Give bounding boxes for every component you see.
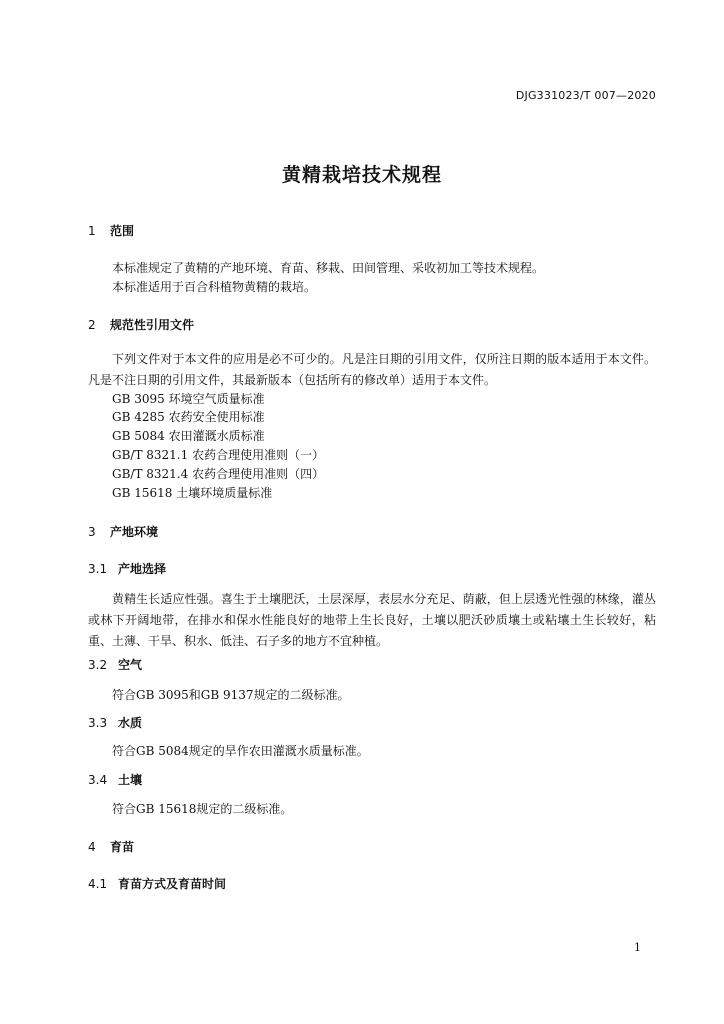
section-title: 规范性引用文件 <box>110 318 195 332</box>
reference-item: GB 15618 土壤环境质量标准 <box>112 486 273 500</box>
section-title: 土壤 <box>118 773 143 787</box>
section-number: 4 <box>88 840 96 854</box>
section-number: 2 <box>88 318 96 332</box>
section-title: 育苗方式及育苗时间 <box>118 877 227 891</box>
section-number: 3.3 <box>88 716 108 730</box>
section-heading-3 <box>88 523 158 540</box>
section-title: 产地选择 <box>118 562 167 576</box>
document-title: 黄精栽培技术规程 <box>281 164 442 186</box>
section-heading-2 <box>88 316 194 333</box>
subsection-heading-3-1 <box>88 560 166 577</box>
air-paragraph: 符合GB 3095和GB 9137规定的二级标准。 <box>112 688 350 702</box>
section-number: 3 <box>88 525 96 539</box>
site-selection-paragraph: 黄精生长适应性强。喜生于土壤肥沃，土层深厚，表层水分充足、荫蔽，但上层透光性强的林缘，灌丛或林下开阔地带，在排水和保水性能良好的地带上生长良好，土壤以肥沃砂质壤土或粘壤土生长较好，粘重、土薄、干旱、积水、低洼、石子多的地方不宜种植。 <box>88 592 656 648</box>
water-paragraph: 符合GB 5084规定的旱作农田灌溉水质量标准。 <box>112 744 369 758</box>
section-heading-4 <box>88 838 134 855</box>
section-heading-1 <box>88 222 134 239</box>
section-title: 产地环境 <box>110 525 159 539</box>
document-code: DJG331023/T 007—2020 <box>515 89 656 102</box>
scope-paragraph-2: 本标准适用于百合科植物黄精的栽培。 <box>112 280 317 294</box>
section-title: 范围 <box>110 224 135 238</box>
soil-paragraph: 符合GB 15618规定的二级标准。 <box>112 802 293 816</box>
section-number: 3.4 <box>88 773 108 787</box>
reference-item: GB 4285 农药安全使用标准 <box>112 410 265 424</box>
subsection-heading-4-1 <box>88 875 226 892</box>
reference-item: GB 5084 农田灌溉水质标准 <box>112 429 265 443</box>
section-number: 3.1 <box>88 562 108 576</box>
page-number: 1 <box>634 941 641 954</box>
normative-references-intro: 下列文件对于本文件的应用是必不可少的。凡是注日期的引用文件，仅所注日期的版本适用于本文件。凡是不注日期的引用文件，其最新版本（包括所有的修改单）适用于本文件。 <box>88 352 656 387</box>
section-title: 水质 <box>118 716 143 730</box>
reference-item: GB/T 8321.4 农药合理使用准则（四） <box>112 467 325 481</box>
section-number: 3.2 <box>88 658 108 672</box>
reference-item: GB/T 8321.1 农药合理使用准则（一） <box>112 448 325 462</box>
section-number: 1 <box>88 224 96 238</box>
subsection-heading-3-2 <box>88 656 142 673</box>
section-title: 育苗 <box>110 840 135 854</box>
reference-item: GB 3095 环境空气质量标准 <box>112 392 265 406</box>
subsection-heading-3-3 <box>88 714 142 731</box>
subsection-heading-3-4 <box>88 771 142 788</box>
section-number: 4.1 <box>88 877 108 891</box>
section-title: 空气 <box>118 658 143 672</box>
scope-paragraph-1: 本标准规定了黄精的产地环境、育苗、移栽、田间管理、采收初加工等技术规程。 <box>112 261 545 275</box>
